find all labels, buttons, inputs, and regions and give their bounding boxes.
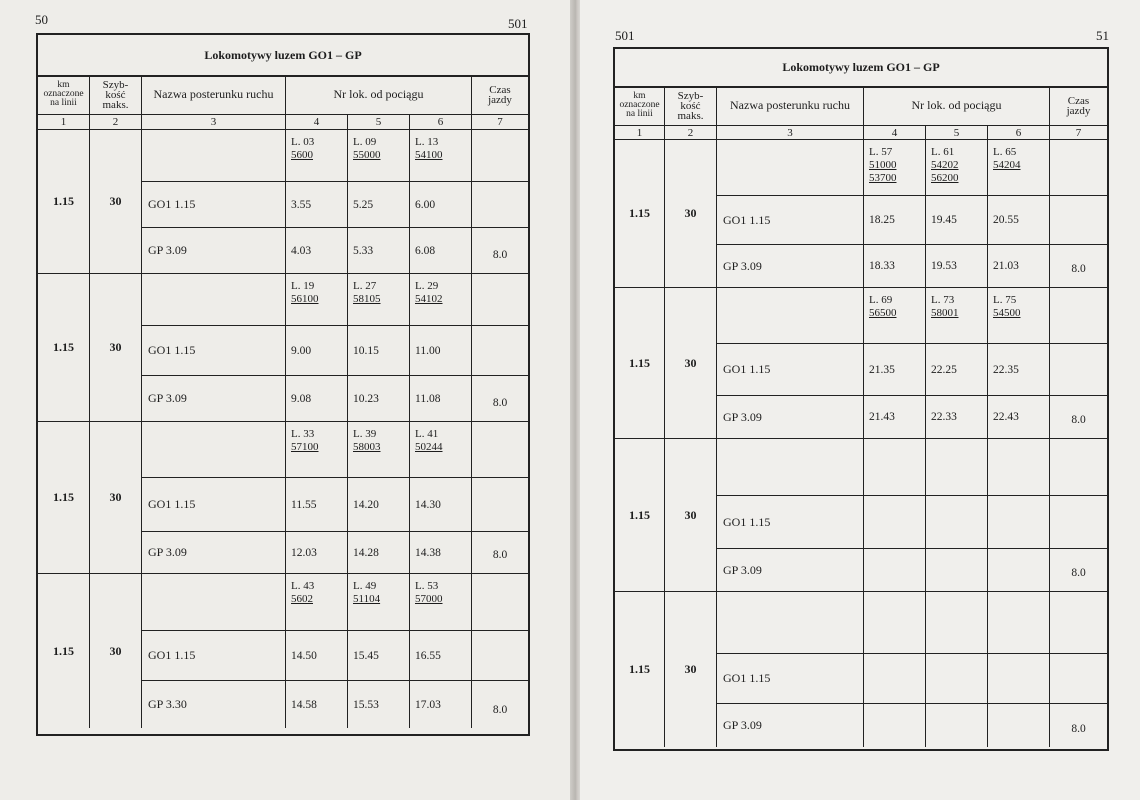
- departure-time: 14.28: [348, 532, 410, 574]
- departure-time: 12.03: [286, 532, 348, 574]
- locomotive-number: 58105: [353, 293, 381, 305]
- km-value: 1.15: [38, 422, 90, 574]
- departure-time: 16.55: [410, 631, 472, 681]
- departure-time: 18.25: [864, 196, 926, 245]
- locomotive-number: 54102: [415, 293, 443, 305]
- departure-time: 20.55: [988, 196, 1050, 245]
- train-number: L. 61: [931, 146, 955, 158]
- departure-time: [988, 549, 1050, 592]
- station-name: GP 3.09: [717, 704, 864, 747]
- departure-time: 4.03: [286, 228, 348, 274]
- locomotive-cell: [988, 288, 1050, 344]
- station-name: GO1 1.15: [142, 326, 286, 376]
- column-number: 6: [410, 115, 472, 130]
- km-value: 1.15: [38, 130, 90, 274]
- departure-time: [926, 654, 988, 704]
- column-number: 5: [926, 126, 988, 140]
- locomotive-number: 5600: [291, 149, 313, 161]
- locomotive-number: 58001: [931, 307, 959, 319]
- header-line: maks.: [102, 98, 129, 111]
- station-name: GP 3.09: [717, 396, 864, 439]
- column-header-station: Nazwa posterunku ruchu: [142, 75, 286, 115]
- header-line: Szyb-: [677, 89, 704, 102]
- timetable-code: 501: [508, 16, 528, 31]
- travel-time: 8.0: [1071, 723, 1086, 735]
- column-number: 5: [348, 115, 410, 130]
- time-cell-empty: [472, 574, 528, 631]
- travel-time: 8.0: [1050, 396, 1107, 439]
- departure-time: [926, 496, 988, 549]
- departure-time: 11.00: [410, 326, 472, 376]
- table-title: Lokomotywy luzem GO1 – GP: [615, 49, 1107, 88]
- locomotive-number: 54202: [931, 159, 959, 171]
- header-line: na linii: [50, 98, 77, 108]
- train-number: L. 19: [291, 280, 315, 292]
- train-number: L. 39: [353, 428, 377, 440]
- travel-time: 8.0: [472, 532, 528, 574]
- departure-time: 11.08: [410, 376, 472, 422]
- station-cell-empty: [717, 288, 864, 344]
- speed-value: 30: [90, 274, 142, 422]
- station-name: GP 3.09: [142, 376, 286, 422]
- station-cell-empty: [142, 274, 286, 326]
- time-cell-empty: [1050, 439, 1107, 496]
- travel-time: [1050, 654, 1107, 704]
- locomotive-cell: [348, 130, 410, 182]
- departure-time: 17.03: [410, 681, 472, 728]
- travel-time: 8.0: [1050, 245, 1107, 288]
- locomotive-cell: [410, 574, 472, 631]
- locomotive-cell: [410, 422, 472, 478]
- speed-value: 30: [665, 140, 717, 288]
- departure-time: 22.35: [988, 344, 1050, 396]
- train-number: L. 43: [291, 580, 315, 592]
- column-number: 2: [90, 115, 142, 130]
- locomotive-cell: [864, 439, 926, 496]
- km-value: 1.15: [615, 288, 665, 439]
- station-name: GP 3.09: [142, 228, 286, 274]
- locomotive-number: 54100: [415, 149, 443, 161]
- column-header-speed: [90, 75, 142, 115]
- departure-time: [926, 549, 988, 592]
- departure-time: 3.55: [286, 182, 348, 228]
- km-value: 1.15: [615, 140, 665, 288]
- column-header-lok: Nr lok. od pociągu: [286, 75, 472, 115]
- speed-value: 30: [665, 592, 717, 747]
- travel-time: 8.0: [472, 376, 528, 422]
- departure-time: 5.25: [348, 182, 410, 228]
- departure-time: 9.08: [286, 376, 348, 422]
- column-number: 3: [717, 126, 864, 140]
- locomotive-number: 54500: [993, 307, 1021, 319]
- departure-time: 19.53: [926, 245, 988, 288]
- departure-time: 14.58: [286, 681, 348, 728]
- locomotive-cell: [348, 422, 410, 478]
- travel-time: [472, 182, 528, 228]
- header-line: oznaczone: [43, 89, 84, 99]
- column-header-lok: Nr lok. od pociągu: [864, 86, 1050, 126]
- time-cell-empty: [472, 130, 528, 182]
- travel-time: [1050, 196, 1107, 245]
- departure-time: 10.23: [348, 376, 410, 422]
- station-name: GP 3.09: [717, 245, 864, 288]
- train-number: L. 27: [353, 280, 377, 292]
- travel-time: 8.0: [472, 228, 528, 274]
- table-title: Lokomotywy luzem GO1 – GP: [38, 35, 528, 77]
- locomotive-cell: [348, 574, 410, 631]
- locomotive-number: 54204: [993, 159, 1021, 171]
- column-number: 7: [1050, 126, 1107, 140]
- train-number: L. 57: [869, 146, 893, 158]
- header-line: kość: [680, 99, 701, 112]
- departure-time: 14.50: [286, 631, 348, 681]
- locomotive-cell: [410, 130, 472, 182]
- travel-time: [472, 478, 528, 532]
- station-name: GO1 1.15: [142, 631, 286, 681]
- header-line: oznaczone: [619, 100, 660, 110]
- time-cell-empty: [1050, 592, 1107, 654]
- header-line: km: [633, 91, 646, 101]
- station-name: GO1 1.15: [717, 344, 864, 396]
- time-cell-empty: [472, 274, 528, 326]
- time-cell-empty: [1050, 140, 1107, 196]
- km-value: 1.15: [615, 439, 665, 592]
- locomotive-cell: [988, 140, 1050, 196]
- departure-time: [988, 654, 1050, 704]
- train-number: L. 03: [291, 136, 315, 148]
- departure-time: 14.20: [348, 478, 410, 532]
- station-name: GO1 1.15: [142, 182, 286, 228]
- header-line: jazdy: [1066, 104, 1091, 117]
- train-number: L. 53: [415, 580, 439, 592]
- locomotive-cell: [926, 140, 988, 196]
- departure-time: 22.25: [926, 344, 988, 396]
- locomotive-cell: [286, 130, 348, 182]
- station-cell-empty: [717, 140, 864, 196]
- departure-time: 9.00: [286, 326, 348, 376]
- train-number: L. 33: [291, 428, 315, 440]
- right-page: [580, 0, 1140, 800]
- column-number: 1: [615, 126, 665, 140]
- travel-time: [472, 631, 528, 681]
- locomotive-number: 5602: [291, 593, 313, 605]
- departure-time: [988, 704, 1050, 747]
- departure-time: 21.43: [864, 396, 926, 439]
- station-name: GO1 1.15: [142, 478, 286, 532]
- column-number: 3: [142, 115, 286, 130]
- station-name: GP 3.09: [717, 549, 864, 592]
- locomotive-cell: [348, 274, 410, 326]
- header-line: km: [57, 80, 70, 90]
- column-number: 1: [38, 115, 90, 130]
- train-number: L. 75: [993, 294, 1017, 306]
- locomotive-cell: [410, 274, 472, 326]
- header-line: kość: [105, 88, 126, 101]
- locomotive-cell: [988, 592, 1050, 654]
- station-name: GO1 1.15: [717, 654, 864, 704]
- locomotive-number: 53700: [869, 172, 897, 184]
- station-name: GO1 1.15: [717, 196, 864, 245]
- header-line: Czas: [1067, 94, 1090, 107]
- departure-time: 15.45: [348, 631, 410, 681]
- travel-time: [472, 326, 528, 376]
- travel-time: [1050, 496, 1107, 549]
- train-number: L. 13: [415, 136, 439, 148]
- column-number: 6: [988, 126, 1050, 140]
- departure-time: 21.35: [864, 344, 926, 396]
- column-header-km: [38, 75, 90, 115]
- column-number: 7: [472, 115, 528, 130]
- column-number: 4: [286, 115, 348, 130]
- departure-time: [864, 654, 926, 704]
- departure-time: [864, 496, 926, 549]
- travel-time: [1050, 344, 1107, 396]
- train-number: L. 41: [415, 428, 439, 440]
- station-name: GP 3.30: [142, 681, 286, 728]
- station-cell-empty: [142, 130, 286, 182]
- locomotive-cell: [864, 140, 926, 196]
- departure-time: 6.08: [410, 228, 472, 274]
- column-header-time: [1050, 86, 1107, 126]
- timetable-table: [36, 33, 530, 736]
- locomotive-cell: [988, 439, 1050, 496]
- km-value: 1.15: [38, 274, 90, 422]
- departure-time: [864, 704, 926, 747]
- timetable-code: 501: [615, 28, 635, 43]
- travel-time: 8.0: [1050, 549, 1107, 592]
- locomotive-number: 57000: [415, 593, 443, 605]
- locomotive-cell: [286, 574, 348, 631]
- train-number: L. 49: [353, 580, 377, 592]
- train-number: L. 69: [869, 294, 893, 306]
- column-header-time: [472, 75, 528, 115]
- header-line: Szyb-: [102, 78, 129, 91]
- station-cell-empty: [717, 439, 864, 496]
- station-cell-empty: [717, 592, 864, 654]
- departure-time: [864, 549, 926, 592]
- train-number: L. 65: [993, 146, 1017, 158]
- speed-value: 30: [90, 422, 142, 574]
- departure-time: 10.15: [348, 326, 410, 376]
- station-cell-empty: [142, 422, 286, 478]
- locomotive-number: 55000: [353, 149, 381, 161]
- speed-value: 30: [665, 288, 717, 439]
- departure-time: 19.45: [926, 196, 988, 245]
- locomotive-cell: [926, 592, 988, 654]
- locomotive-number: 51104: [353, 593, 381, 605]
- column-number: 2: [665, 126, 717, 140]
- station-cell-empty: [142, 574, 286, 631]
- locomotive-number: 50244: [415, 441, 443, 453]
- header-line: Czas: [489, 83, 511, 96]
- departure-time: 22.33: [926, 396, 988, 439]
- departure-time: 5.33: [348, 228, 410, 274]
- column-header-speed: [665, 86, 717, 126]
- departure-time: 11.55: [286, 478, 348, 532]
- speed-value: 30: [665, 439, 717, 592]
- speed-value: 30: [90, 130, 142, 274]
- locomotive-cell: [926, 439, 988, 496]
- page-number: 51: [1096, 28, 1109, 43]
- header-line: jazdy: [488, 93, 512, 106]
- locomotive-cell: [926, 288, 988, 344]
- speed-value: 30: [90, 574, 142, 728]
- departure-time: 14.30: [410, 478, 472, 532]
- locomotive-cell: [286, 274, 348, 326]
- departure-time: 6.00: [410, 182, 472, 228]
- km-value: 1.15: [615, 592, 665, 747]
- column-header-km: [615, 86, 665, 126]
- departure-time: [988, 496, 1050, 549]
- locomotive-number: 56500: [869, 307, 897, 319]
- station-name: GP 3.09: [142, 532, 286, 574]
- locomotive-cell: [864, 288, 926, 344]
- locomotive-number: 56200: [931, 172, 959, 184]
- departure-time: 15.53: [348, 681, 410, 728]
- travel-time: 8.0: [492, 704, 508, 716]
- page-number: 50: [35, 12, 48, 27]
- departure-time: 18.33: [864, 245, 926, 288]
- locomotive-number: 58003: [353, 441, 381, 453]
- locomotive-number: 51000: [869, 159, 897, 171]
- departure-time: [926, 704, 988, 747]
- departure-time: 14.38: [410, 532, 472, 574]
- train-number: L. 09: [353, 136, 377, 148]
- locomotive-cell: [864, 592, 926, 654]
- train-number: L. 29: [415, 280, 439, 292]
- departure-time: 22.43: [988, 396, 1050, 439]
- header-line: maks.: [677, 109, 704, 122]
- locomotive-cell: [286, 422, 348, 478]
- time-cell-empty: [472, 422, 528, 478]
- train-number: L. 73: [931, 294, 955, 306]
- station-name: GO1 1.15: [717, 496, 864, 549]
- departure-time: 21.03: [988, 245, 1050, 288]
- locomotive-number: 57100: [291, 441, 319, 453]
- locomotive-number: 56100: [291, 293, 319, 305]
- time-cell-empty: [1050, 288, 1107, 344]
- header-line: na linii: [626, 109, 653, 119]
- column-number: 4: [864, 126, 926, 140]
- column-header-station: Nazwa posterunku ruchu: [717, 86, 864, 126]
- km-value: 1.15: [38, 574, 90, 728]
- timetable-table: [613, 47, 1109, 751]
